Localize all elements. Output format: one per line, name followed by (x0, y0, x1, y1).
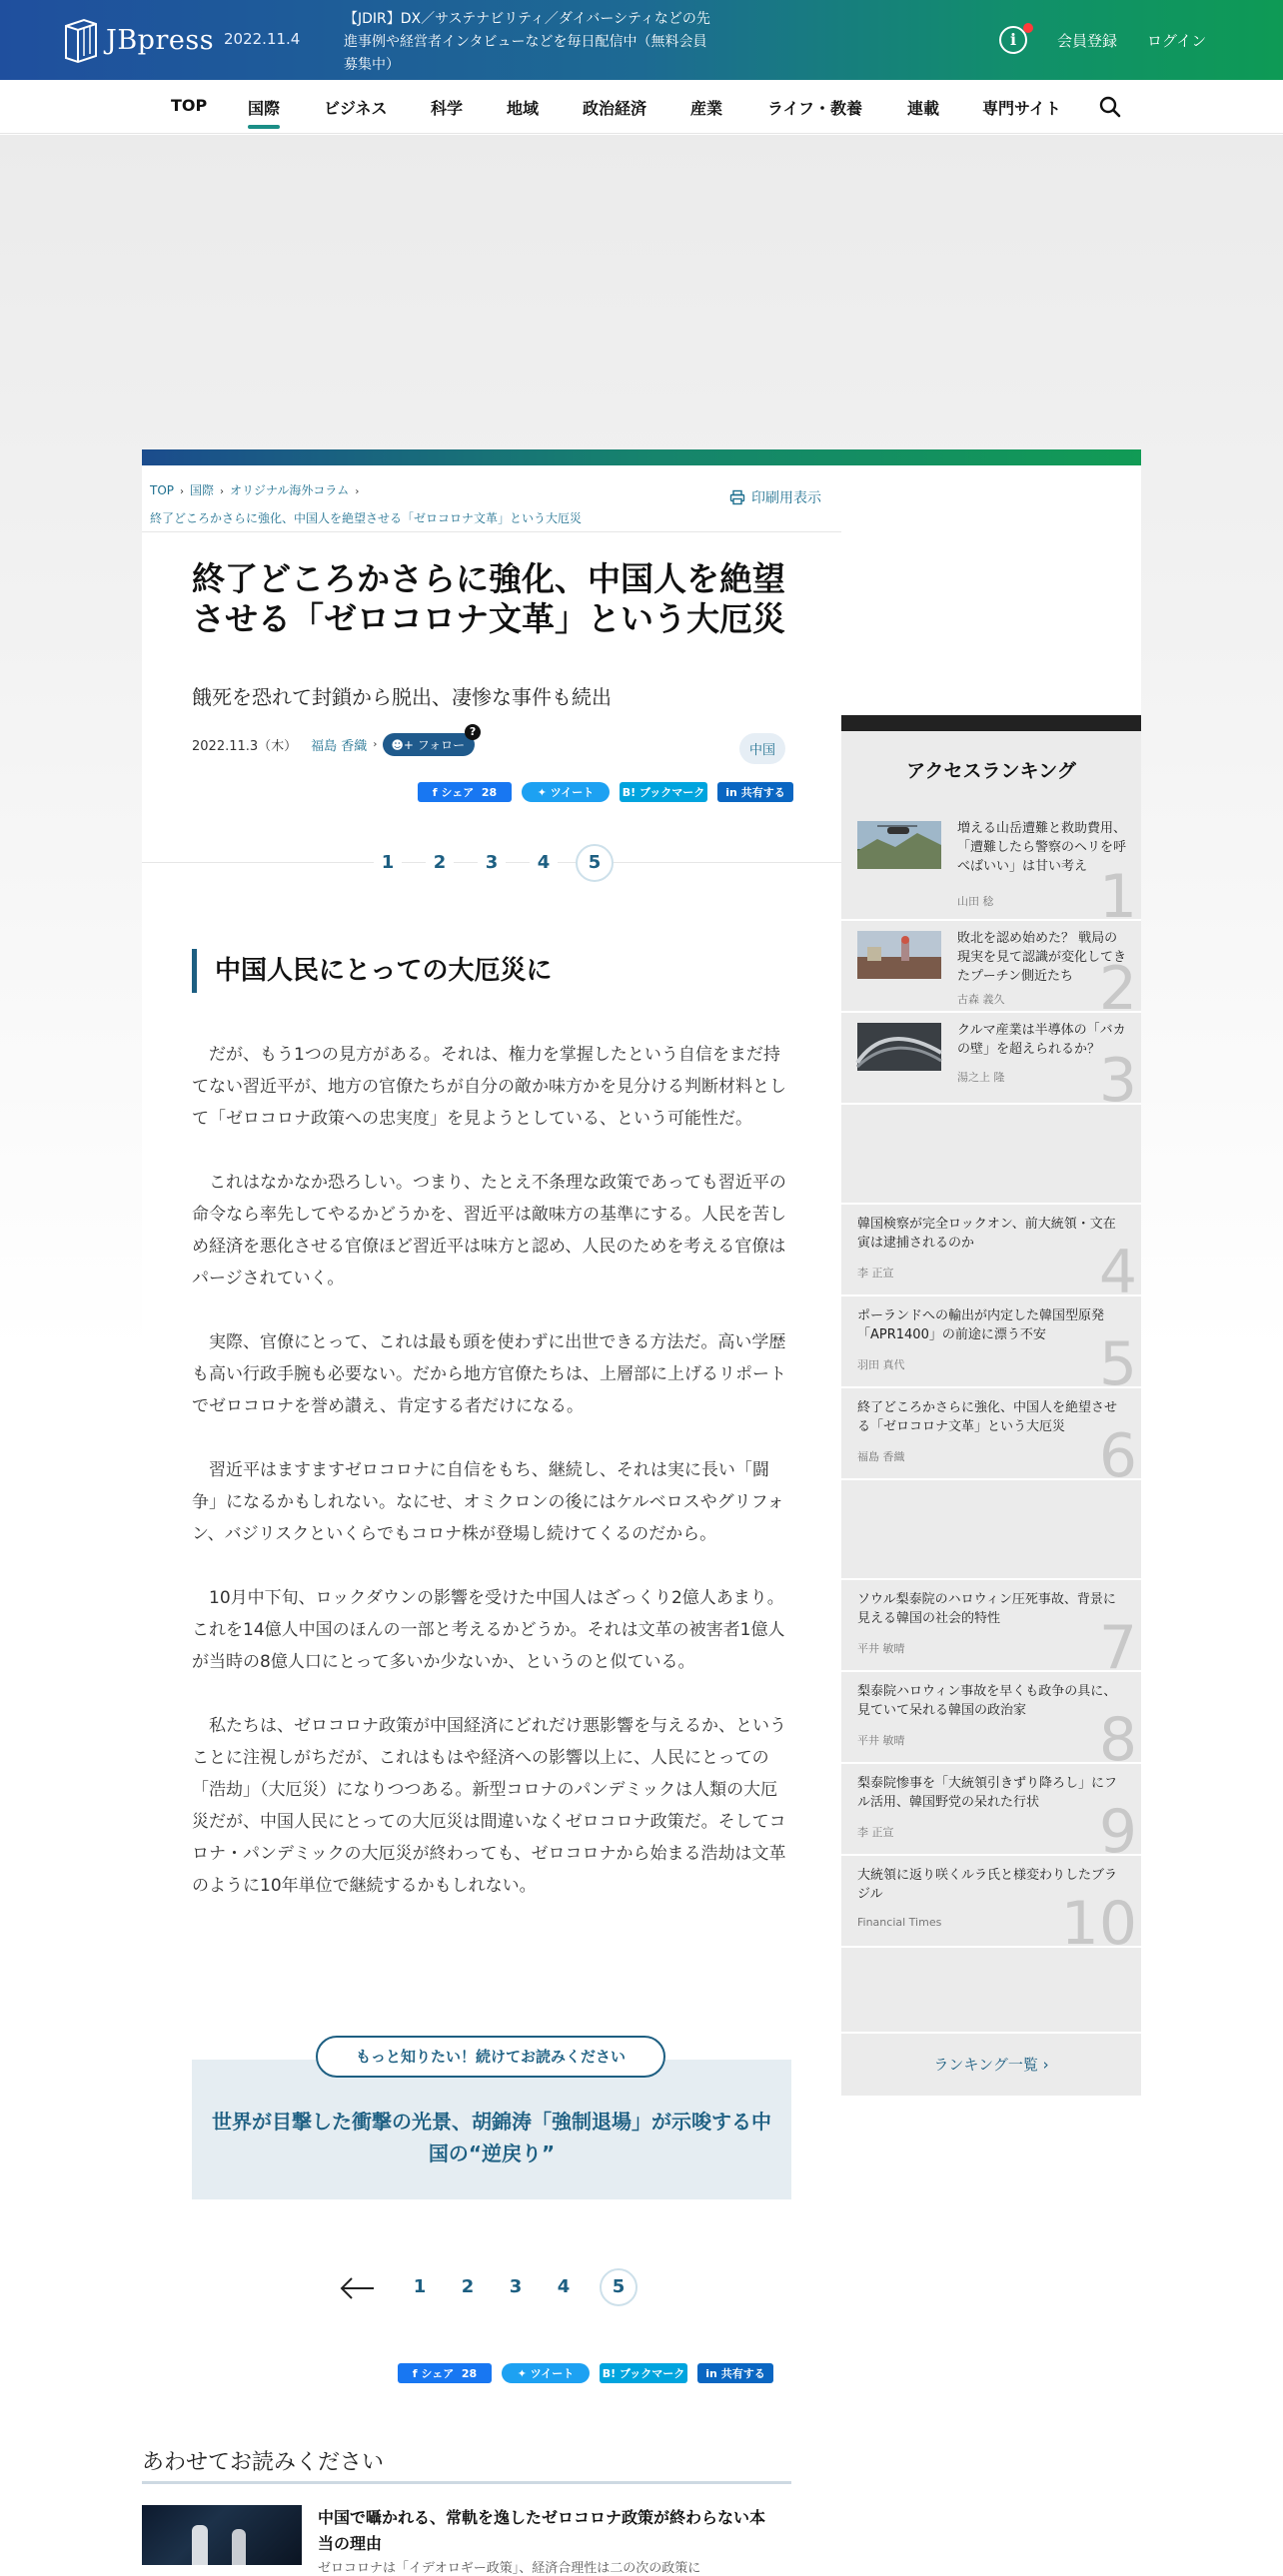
article-subtitle: 餓死を恐れて封鎖から脱出、凄惨な事件も続出 (192, 685, 612, 709)
ranking-item-title: 敗北を認め始めた？ 戦局の現実を見て認識が変化してきたプーチン側近たち (957, 931, 1127, 984)
breadcrumb-top[interactable]: TOP (150, 483, 175, 497)
ranking-number: 9 (1098, 1797, 1137, 1867)
ranking-ad-space (841, 1480, 1141, 1580)
facebook-share-count: 28 (461, 2366, 478, 2380)
ranking-item-title: 終了どころかさらに強化、中国人を絶望させる「ゼロコロナ文革」という大厄災 (857, 1400, 1118, 1434)
article-title: 終了どころかさらに強化、中国人を絶望させる「ゼロコロナ文革」という大厄災 (192, 559, 785, 638)
ranking-item-title: 梨泰院ハロウィン事故を早くも政争の具に、見ていて呆れる韓国の政治家 (857, 1684, 1117, 1718)
ranking-number: 5 (1098, 1329, 1137, 1399)
ranking-item[interactable] (841, 921, 1141, 1024)
sidebar-top-space (841, 465, 1141, 715)
register-link[interactable]: 会員登録 (1057, 32, 1118, 50)
thumbnail-figure (232, 2529, 246, 2565)
page-link-1[interactable]: 1 (406, 2273, 434, 2301)
ranking-item[interactable] (841, 1013, 1141, 1116)
nav-politics-economy[interactable]: 政治経済 (583, 99, 647, 118)
notification-dot (1023, 23, 1033, 33)
ranking-number: 10 (1060, 1889, 1137, 1959)
page-link-3[interactable]: 3 (502, 2273, 530, 2301)
ranking-item-author: 湯之上 隆 (957, 1071, 1005, 1084)
article-paragraph: 私たちは、ゼロコロナ政策が中国経済にどれだけ悪影響を与えるか、ということに注視しがちだが、これはもはや経済への影響以上に、人民にとっての「浩劫」（大厄災）になりつつある。新型コロナのパンデミックは人類の大厄災だが、中国人民にとっての大厄災は間違いなくゼロコロナ政策だ。そしてコロナ・パンデミックの大厄災が終わっても、ゼロコロナから始まる浩劫は文革のように10年単位で継続するかもしれない。 (192, 1716, 786, 1896)
page-link-1[interactable]: 1 (374, 849, 402, 877)
ranking-item-title: クルマ産業は半導体の「バカの壁」を超えられるか？ (957, 1023, 1126, 1057)
brand-name: JBpress (106, 24, 215, 56)
facebook-share-button[interactable] (418, 782, 512, 802)
article-paragraph: 実際、官僚にとって、これは最も頭を使わずに出世できる方法だ。高い学歴も高い行政手腕も必要ない。だから地方官僚たちは、上層部に上げるリポートでゼロコロナを誉め讃え、肯定する者だけになる。 (192, 1332, 786, 1416)
ranking-item-author: 羽田 真代 (857, 1358, 905, 1371)
breadcrumb-current[interactable]: 終了どころかさらに強化、中国人を絶望させる「ゼロコロナ文革」という大厄災 (150, 511, 583, 525)
facebook-share-label: シェア (441, 786, 475, 799)
breadcrumb-separator: › (180, 486, 185, 497)
breadcrumb (150, 477, 582, 531)
current-date: 2022.11.4 (224, 30, 301, 48)
twitter-icon: ✦ (517, 2366, 531, 2380)
linkedin-share-button[interactable] (717, 782, 793, 802)
follow-label: フォロー (417, 738, 466, 752)
article-body (192, 1039, 787, 1934)
ranking-item-title: 増える山岳遭難と救助費用、「遭難したら警察のヘリを呼べばいい」は甘い考え (957, 821, 1127, 874)
ranking-thumbnail (857, 1023, 941, 1071)
ranking-number: 2 (1098, 954, 1137, 1024)
ranking-number: 3 (1098, 1046, 1137, 1116)
twitter-icon: ✦ (537, 785, 551, 799)
arrow-left-icon[interactable] (338, 2273, 378, 2303)
topic-tag[interactable]: 中国 (739, 733, 785, 764)
facebook-share-label: シェア (421, 2367, 455, 2380)
twitter-share-label: ツイート (530, 2367, 575, 2380)
ranking-item[interactable] (841, 1296, 1141, 1399)
ranking-item[interactable] (841, 811, 1141, 932)
ranking-ad-space (841, 1948, 1141, 2034)
ranking-item-author: 李 正宣 (857, 1267, 894, 1280)
facebook-share-count: 28 (481, 785, 498, 799)
follow-user-icon: ☻+ (391, 738, 418, 752)
nav-science[interactable]: 科学 (431, 99, 464, 118)
info-icon[interactable] (999, 26, 1027, 54)
twitter-share-label: ツイート (550, 786, 595, 799)
search-icon[interactable] (1097, 94, 1123, 120)
ranking-item[interactable] (841, 1672, 1141, 1775)
page-link-2[interactable]: 2 (454, 2273, 482, 2301)
ranking-box (841, 731, 1141, 2096)
page-link-4[interactable]: 4 (530, 849, 558, 877)
breadcrumb-international[interactable]: 国際 (190, 483, 215, 497)
linkedin-label: 共有する (720, 2367, 765, 2380)
article-paragraph: 習近平はますますゼロコロナに自信をもち、継続し、それは実に長い「闘争」になるかもしれない。なにせ、オミクロンの後にはケルベロスやグリフォン、バジリスクといくらでもコロナ株が登場し続けてくるのだから。 (192, 1460, 784, 1544)
nav-life-culture[interactable]: ライフ・教養 (767, 99, 863, 118)
thumbnail-figure (192, 2525, 208, 2565)
nav-business[interactable]: ビジネス (324, 99, 388, 118)
page-link-current[interactable]: 5 (576, 844, 614, 882)
share-bar-bottom (398, 2363, 773, 2383)
page-link-2[interactable]: 2 (426, 849, 454, 877)
ranking-number: 6 (1098, 1421, 1137, 1491)
ranking-item-title: 韓国検察が完全ロックオン、前大統領・文在寅は逮捕されるのか (857, 1217, 1116, 1251)
site-header (0, 0, 1283, 80)
breadcrumb-separator: › (220, 486, 225, 497)
twitter-share-button[interactable] (502, 2363, 590, 2383)
ranking-number: 4 (1098, 1238, 1137, 1307)
hatena-label: ブックマーク (620, 2367, 685, 2380)
ranking-item-title: ポーランドへの輸出が内定した韓国型原発「APR1400」の前途に漂う不安 (857, 1308, 1105, 1342)
linkedin-icon: in (705, 2366, 717, 2380)
ranking-item[interactable] (841, 1580, 1141, 1683)
jbpress-logo-icon (62, 16, 100, 64)
ranking-item-author: Financial Times (857, 1916, 942, 1929)
hatena-icon: B! (602, 2366, 617, 2380)
ranking-number: 1 (1098, 862, 1137, 932)
pagination-top (142, 843, 841, 883)
login-link[interactable]: ログイン (1147, 32, 1207, 50)
site-logo[interactable] (62, 14, 214, 66)
read-more-pill: もっと知りたい！続けてお読みください (316, 2036, 665, 2078)
ranking-item-title: 梨泰院惨事を「大統領引きずり降ろし」にフル活用、韓国野党の呆れた行状 (857, 1776, 1118, 1810)
nav-top[interactable]: TOP (171, 96, 208, 115)
facebook-share-button[interactable] (398, 2363, 492, 2383)
ranking-number: 7 (1098, 1613, 1137, 1683)
follow-help-icon[interactable]: ? (465, 724, 481, 740)
page-link-current[interactable]: 5 (600, 2268, 638, 2306)
article-top-bar (142, 449, 1141, 465)
author-link[interactable]: 福島 香織 (311, 739, 368, 754)
nav-industry[interactable]: 産業 (690, 99, 723, 118)
nav-special-sites[interactable]: 専門サイト (982, 99, 1061, 118)
ranking-item-author: 福島 香織 (857, 1450, 905, 1463)
section-heading: 中国人民にとっての大厄災に (192, 949, 552, 993)
author-arrow: › (373, 739, 378, 750)
related-divider (142, 2481, 791, 2484)
related-heading: あわせてお読みください (142, 2450, 385, 2475)
related-thumbnail[interactable] (142, 2505, 302, 2565)
nav-series[interactable]: 連載 (907, 99, 940, 118)
ranking-thumbnail (857, 821, 941, 869)
ranking-thumbnail (857, 931, 941, 979)
print-label: 印刷用表示 (751, 490, 821, 506)
read-more-box (192, 2048, 791, 2199)
ranking-top-bar (841, 715, 1141, 731)
hatena-bookmark-button[interactable] (600, 2363, 687, 2383)
ranking-item-author: 山田 稔 (957, 895, 994, 908)
printer-icon (729, 489, 745, 505)
promo-link[interactable]: 【JDIR】DX／サステナビリティ／ダイバーシティなどの先進事例や経営者インタビューなどを毎日配信中（無料会員募集中） (344, 11, 710, 73)
access-ranking (841, 715, 1141, 2096)
share-bar-top (418, 782, 793, 802)
article-paragraph: これはなかなか恐ろしい。つまり、たとえ不条理な政策であっても習近平の命令なら率先してやるかどうかを、習近平は敵味方の基準にする。人民を苦しめ経済を悪化させる官僚ほど習近平は味方と認め、人民のためを考える官僚はパージされていく。 (192, 1173, 786, 1288)
breadcrumb-divider (142, 531, 841, 532)
print-button[interactable] (729, 487, 821, 507)
ranking-item[interactable] (841, 1856, 1141, 1959)
ranking-number: 8 (1098, 1705, 1137, 1775)
ranking-ad-space (841, 1105, 1141, 1205)
ranking-item[interactable] (841, 1388, 1141, 1491)
linkedin-icon: in (725, 785, 737, 799)
follow-button[interactable] (383, 725, 477, 756)
breadcrumb-column[interactable]: オリジナル海外コラム (230, 483, 350, 497)
hatena-label: ブックマーク (640, 786, 705, 799)
hatena-icon: B! (622, 785, 637, 799)
hatena-bookmark-button[interactable] (620, 782, 707, 802)
related-article-title[interactable]: 中国で囁かれる、常軌を逸したゼロコロナ政策が終わらない本当の理由 (318, 2508, 766, 2553)
main-nav (0, 80, 1283, 134)
article-paragraph: だが、もう1つの見方がある。それは、権力を掌握したという自信をまだ持てない習近平が、地方の官僚たちが自分の敵か味方かを見分ける判断材料として「ゼロコロナ政策への忠実度」を見ようとしている、という可能性だ。 (192, 1045, 786, 1129)
ranking-item[interactable] (841, 1205, 1141, 1307)
related-article-summary: ゼロコロナは「イデオロギー政策」、経済合理性は二の次の政策に (318, 2561, 701, 2576)
publish-date: 2022.11.3（木） (192, 739, 298, 754)
linkedin-share-button[interactable] (697, 2363, 773, 2383)
facebook-icon: f (432, 785, 442, 799)
ranking-title: アクセスランキング (906, 760, 1076, 782)
ranking-item-author: 平井 敏晴 (857, 1642, 905, 1655)
page-link-4[interactable]: 4 (550, 2273, 578, 2301)
ranking-item-title: 大統領に返り咲くルラ氏と様変わりしたブラジル (857, 1868, 1118, 1902)
article-paragraph: 10月中下旬、ロックダウンの影響を受けた中国人はざっくり2億人あまり。これを14億人中国のほんの一部と考えるかどうか。それは文革の被害者1億人が当時の8億人口にとって多いか少ないか、というのと似ている。 (192, 1588, 785, 1672)
facebook-icon: f (412, 2366, 422, 2380)
read-more-link[interactable]: 世界が目撃した衝撃の光景、胡錦涛「強制退場」が示唆する中国の“逆戻り” (212, 2110, 771, 2165)
breadcrumb-separator: › (355, 486, 360, 497)
ranking-item[interactable] (841, 1764, 1141, 1867)
ranking-item-author: 古森 義久 (957, 993, 1005, 1006)
ranking-item-author: 平井 敏晴 (857, 1734, 905, 1747)
nav-international[interactable]: 国際 (248, 96, 280, 119)
twitter-share-button[interactable] (522, 782, 610, 802)
ranking-item-author: 李 正宣 (857, 1826, 894, 1839)
linkedin-label: 共有する (740, 786, 785, 799)
nav-region[interactable]: 地域 (507, 99, 540, 118)
info-icon-glyph: i (1009, 30, 1017, 49)
ranking-all-link[interactable]: ランキング一覧 › (933, 2056, 1049, 2074)
page-link-3[interactable]: 3 (478, 849, 506, 877)
pagination-bottom (338, 2267, 657, 2309)
ranking-item-title: ソウル梨泰院のハロウィン圧死事故、背景に見える韓国の社会的特性 (857, 1592, 1116, 1626)
article-meta (192, 725, 477, 756)
